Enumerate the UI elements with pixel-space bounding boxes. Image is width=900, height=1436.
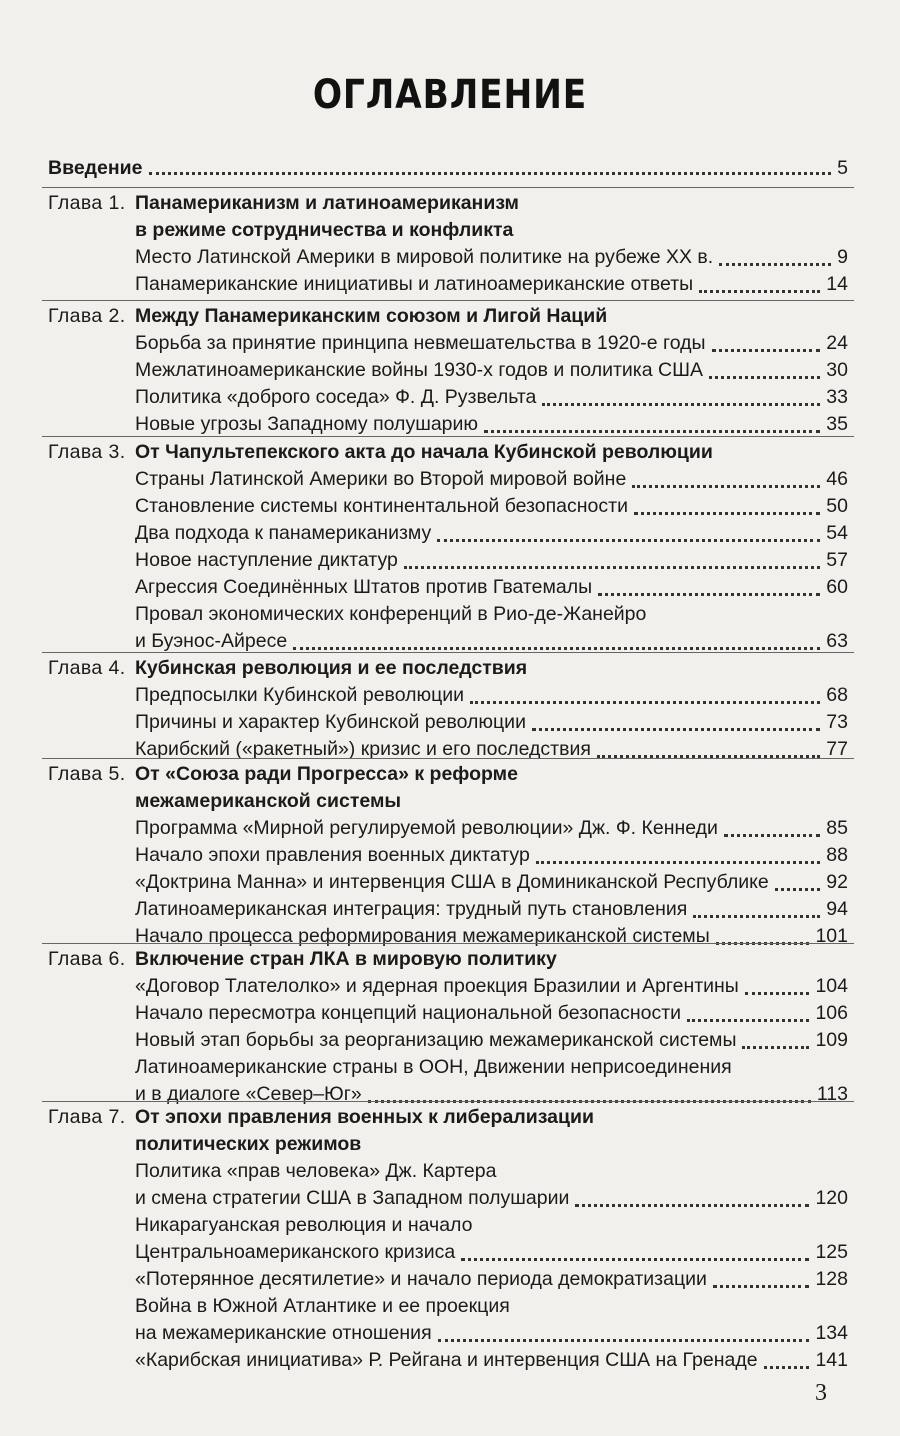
toc-entry [135,493,848,520]
dot-leader [437,539,820,542]
entry-title: «Потерянное десятилетие» и начало периода демократизации [135,1268,707,1290]
divider [42,758,854,759]
entry-page: 113 [816,1083,848,1105]
entry-page: 54 [826,522,848,544]
entry-page: 141 [815,1349,848,1371]
entry-title: Латиноамериканская интеграция: трудный путь становления [135,898,688,920]
dot-leader [693,915,820,918]
entry-title: Место Латинской Америки в мировой политике на рубеже XX в. [135,246,714,268]
entry-title: «Доктрина Манна» и интервенция США в Доминиканской Республике [135,871,769,893]
entry-title: Начало процесса реформирования межамериканской системы [135,925,710,947]
entry-page: 73 [826,711,848,733]
entry-title: Борьба за принятие принципа невмешательства в 1920-е годы [135,332,706,354]
toc-entry [135,973,848,1000]
dot-leader [634,512,820,515]
entry-page: 88 [826,844,848,866]
entry-page: 14 [826,273,848,295]
page-title: ОГЛАВЛЕНИЕ [312,72,588,118]
dot-leader [687,1019,809,1022]
divider [42,652,854,653]
entry-page: 77 [826,738,848,760]
chapter-label: Глава 6. [48,948,126,970]
dot-leader [461,1258,809,1261]
divider [42,943,854,944]
chapter-4 [48,655,848,763]
entry-page: 134 [815,1322,848,1344]
entry-title: Причины и характер Кубинской революции [135,711,526,733]
entry-title: Агрессия Соединённых Штатов против Гватемалы [135,576,593,598]
dot-leader [293,647,820,650]
dot-leader [575,1204,809,1207]
entry-title: Война в Южной Атлантике и ее проекция [135,1295,510,1317]
dot-leader [542,403,820,406]
toc-entry [135,1158,848,1212]
toc-entry [135,1347,848,1374]
toc-entry [135,1293,848,1347]
chapter-label: Глава 1. [48,192,126,214]
entry-page: 35 [826,413,848,435]
divider [42,187,854,188]
page-number: 3 [815,1380,827,1406]
dot-leader [699,290,820,293]
entry-title: Латиноамериканские страны в ООН, Движении неприсоединения [135,1056,732,1078]
dot-leader [775,888,821,891]
entry-page: 128 [815,1268,848,1290]
entry-page: 106 [815,1002,848,1024]
toc-entry [135,411,848,438]
entry-page: 109 [815,1029,848,1051]
dot-leader [149,172,832,175]
entry-title: Страны Латинской Америки во Второй мировой войне [135,468,627,490]
entry-title: Политика «доброго соседа» Ф. Д. Рузвельта [135,386,537,408]
divider [42,436,854,437]
chapter-label: Глава 3. [48,441,126,463]
entry-title: Межлатиноамериканские войны 1930-х годов и политика США [135,359,703,381]
dot-leader [745,992,810,995]
entry-page: 101 [815,925,848,947]
toc-entry [135,1054,848,1108]
entry-title: Карибский («ракетный») кризис и его последствия [135,738,591,760]
entry-page: 9 [837,246,848,268]
entry-title: Новые угрозы Западному полушарию [135,413,479,435]
entry-title: Никарагуанская революция и начало [135,1214,473,1236]
entry-title: Центральноамериканского кризиса [135,1241,456,1263]
toc-entry [135,1266,848,1293]
chapter-label: Глава 7. [48,1106,126,1128]
chapter-6 [48,946,848,1108]
toc-entry [135,520,848,547]
divider [42,300,854,301]
toc-entry [135,1027,848,1054]
entry-page: 68 [826,684,848,706]
dot-leader [484,430,820,433]
chapter-2 [48,303,848,438]
intro-page: 5 [837,157,848,179]
entry-page: 92 [826,871,848,893]
dot-leader [709,376,820,379]
chapter-5 [48,761,848,950]
chapter-title: От эпохи правления военных к либерализации политических режимов [135,1106,594,1155]
toc-intro [48,150,848,180]
entry-page: 120 [815,1187,848,1209]
entry-page: 57 [826,549,848,571]
dot-leader [742,1046,809,1049]
entry-title: Политика «прав человека» Дж. Картера [135,1160,497,1182]
entry-page: 104 [815,975,848,997]
dot-leader [470,701,820,704]
entry-title: Новое наступление диктатур [135,549,398,571]
toc-entry [135,466,848,493]
toc-entry [135,709,848,736]
dot-leader [438,1339,810,1342]
toc-entry [135,869,848,896]
entry-title: Провал экономических конференций в Рио-де-Жанейро [135,603,647,625]
entry-page: 94 [826,898,848,920]
toc-entry [135,547,848,574]
entry-title: Два подхода к панамериканизму [135,522,432,544]
dot-leader [713,1285,810,1288]
entry-title: Программа «Мирной регулируемой революции» Дж. Ф. Кеннеди [135,817,718,839]
entry-page: 125 [815,1241,848,1263]
toc-entry [135,330,848,357]
chapter-title: От Чапультепекского акта до начала Кубинской революции [135,441,713,463]
entry-title: и в диалоге «Север–Юг» [135,1083,362,1105]
toc-entry [135,815,848,842]
chapter-1 [48,190,848,298]
toc-entry [135,1000,848,1027]
dot-leader [764,1366,810,1369]
intro-label: Введение [48,157,143,179]
toc-entry [135,574,848,601]
entry-title: Начало эпохи правления военных диктатур [135,844,530,866]
dot-leader [404,566,820,569]
chapter-3 [48,439,848,655]
toc-entry [135,842,848,869]
entry-page: 24 [826,332,848,354]
toc-entry [135,271,848,298]
dot-leader [632,485,820,488]
toc-entry [135,601,848,655]
dot-leader [719,263,831,266]
chapter-label: Глава 4. [48,657,126,679]
entry-title: Предпосылки Кубинской революции [135,684,465,706]
entry-title: «Договор Тлателолко» и ядерная проекция Бразилии и Аргентины [135,975,739,997]
dot-leader [724,834,820,837]
chapter-7 [48,1104,848,1374]
divider [42,1101,854,1102]
entry-title: на межамериканские отношения [135,1322,432,1344]
entry-title: Новый этап борьбы за реорганизацию межамериканской системы [135,1029,737,1051]
toc-entry [135,244,848,271]
chapter-title: Кубинская революция и ее последствия [135,657,528,679]
entry-title: «Карибская инициатива» Р. Рейгана и интервенция США на Гренаде [135,1349,758,1371]
toc-entry [135,682,848,709]
entry-page: 85 [826,817,848,839]
entry-page: 33 [826,386,848,408]
toc-entry [135,896,848,923]
dot-leader [598,593,820,596]
entry-title: и Буэнос-Айресе [135,630,288,652]
entry-page: 63 [826,630,848,652]
toc-entry [135,357,848,384]
entry-page: 60 [826,576,848,598]
toc-entry [135,1212,848,1266]
entry-title: Становление системы континентальной безопасности [135,495,628,517]
entry-title: Панамериканские инициативы и латиноамериканские ответы [135,273,694,295]
entry-title: Начало пересмотра концепций национальной безопасности [135,1002,682,1024]
dot-leader [532,728,820,731]
chapter-title: Включение стран ЛКА в мировую политику [135,948,557,970]
chapter-title: Между Панамериканским союзом и Лигой Наций [135,305,608,327]
entry-page: 50 [826,495,848,517]
dot-leader [536,861,820,864]
entry-title: и смена стратегии США в Западном полушарии [135,1187,570,1209]
chapter-label: Глава 2. [48,305,126,327]
toc-entry [135,384,848,411]
entry-page: 46 [826,468,848,490]
chapter-label: Глава 5. [48,763,126,785]
dot-leader [712,349,821,352]
entry-page: 30 [826,359,848,381]
chapter-title: От «Союза ради Прогресса» к реформе межамериканской системы [135,763,518,812]
chapter-title: Панамериканизм и латиноамериканизм в режиме сотрудничества и конфликта [135,192,519,241]
